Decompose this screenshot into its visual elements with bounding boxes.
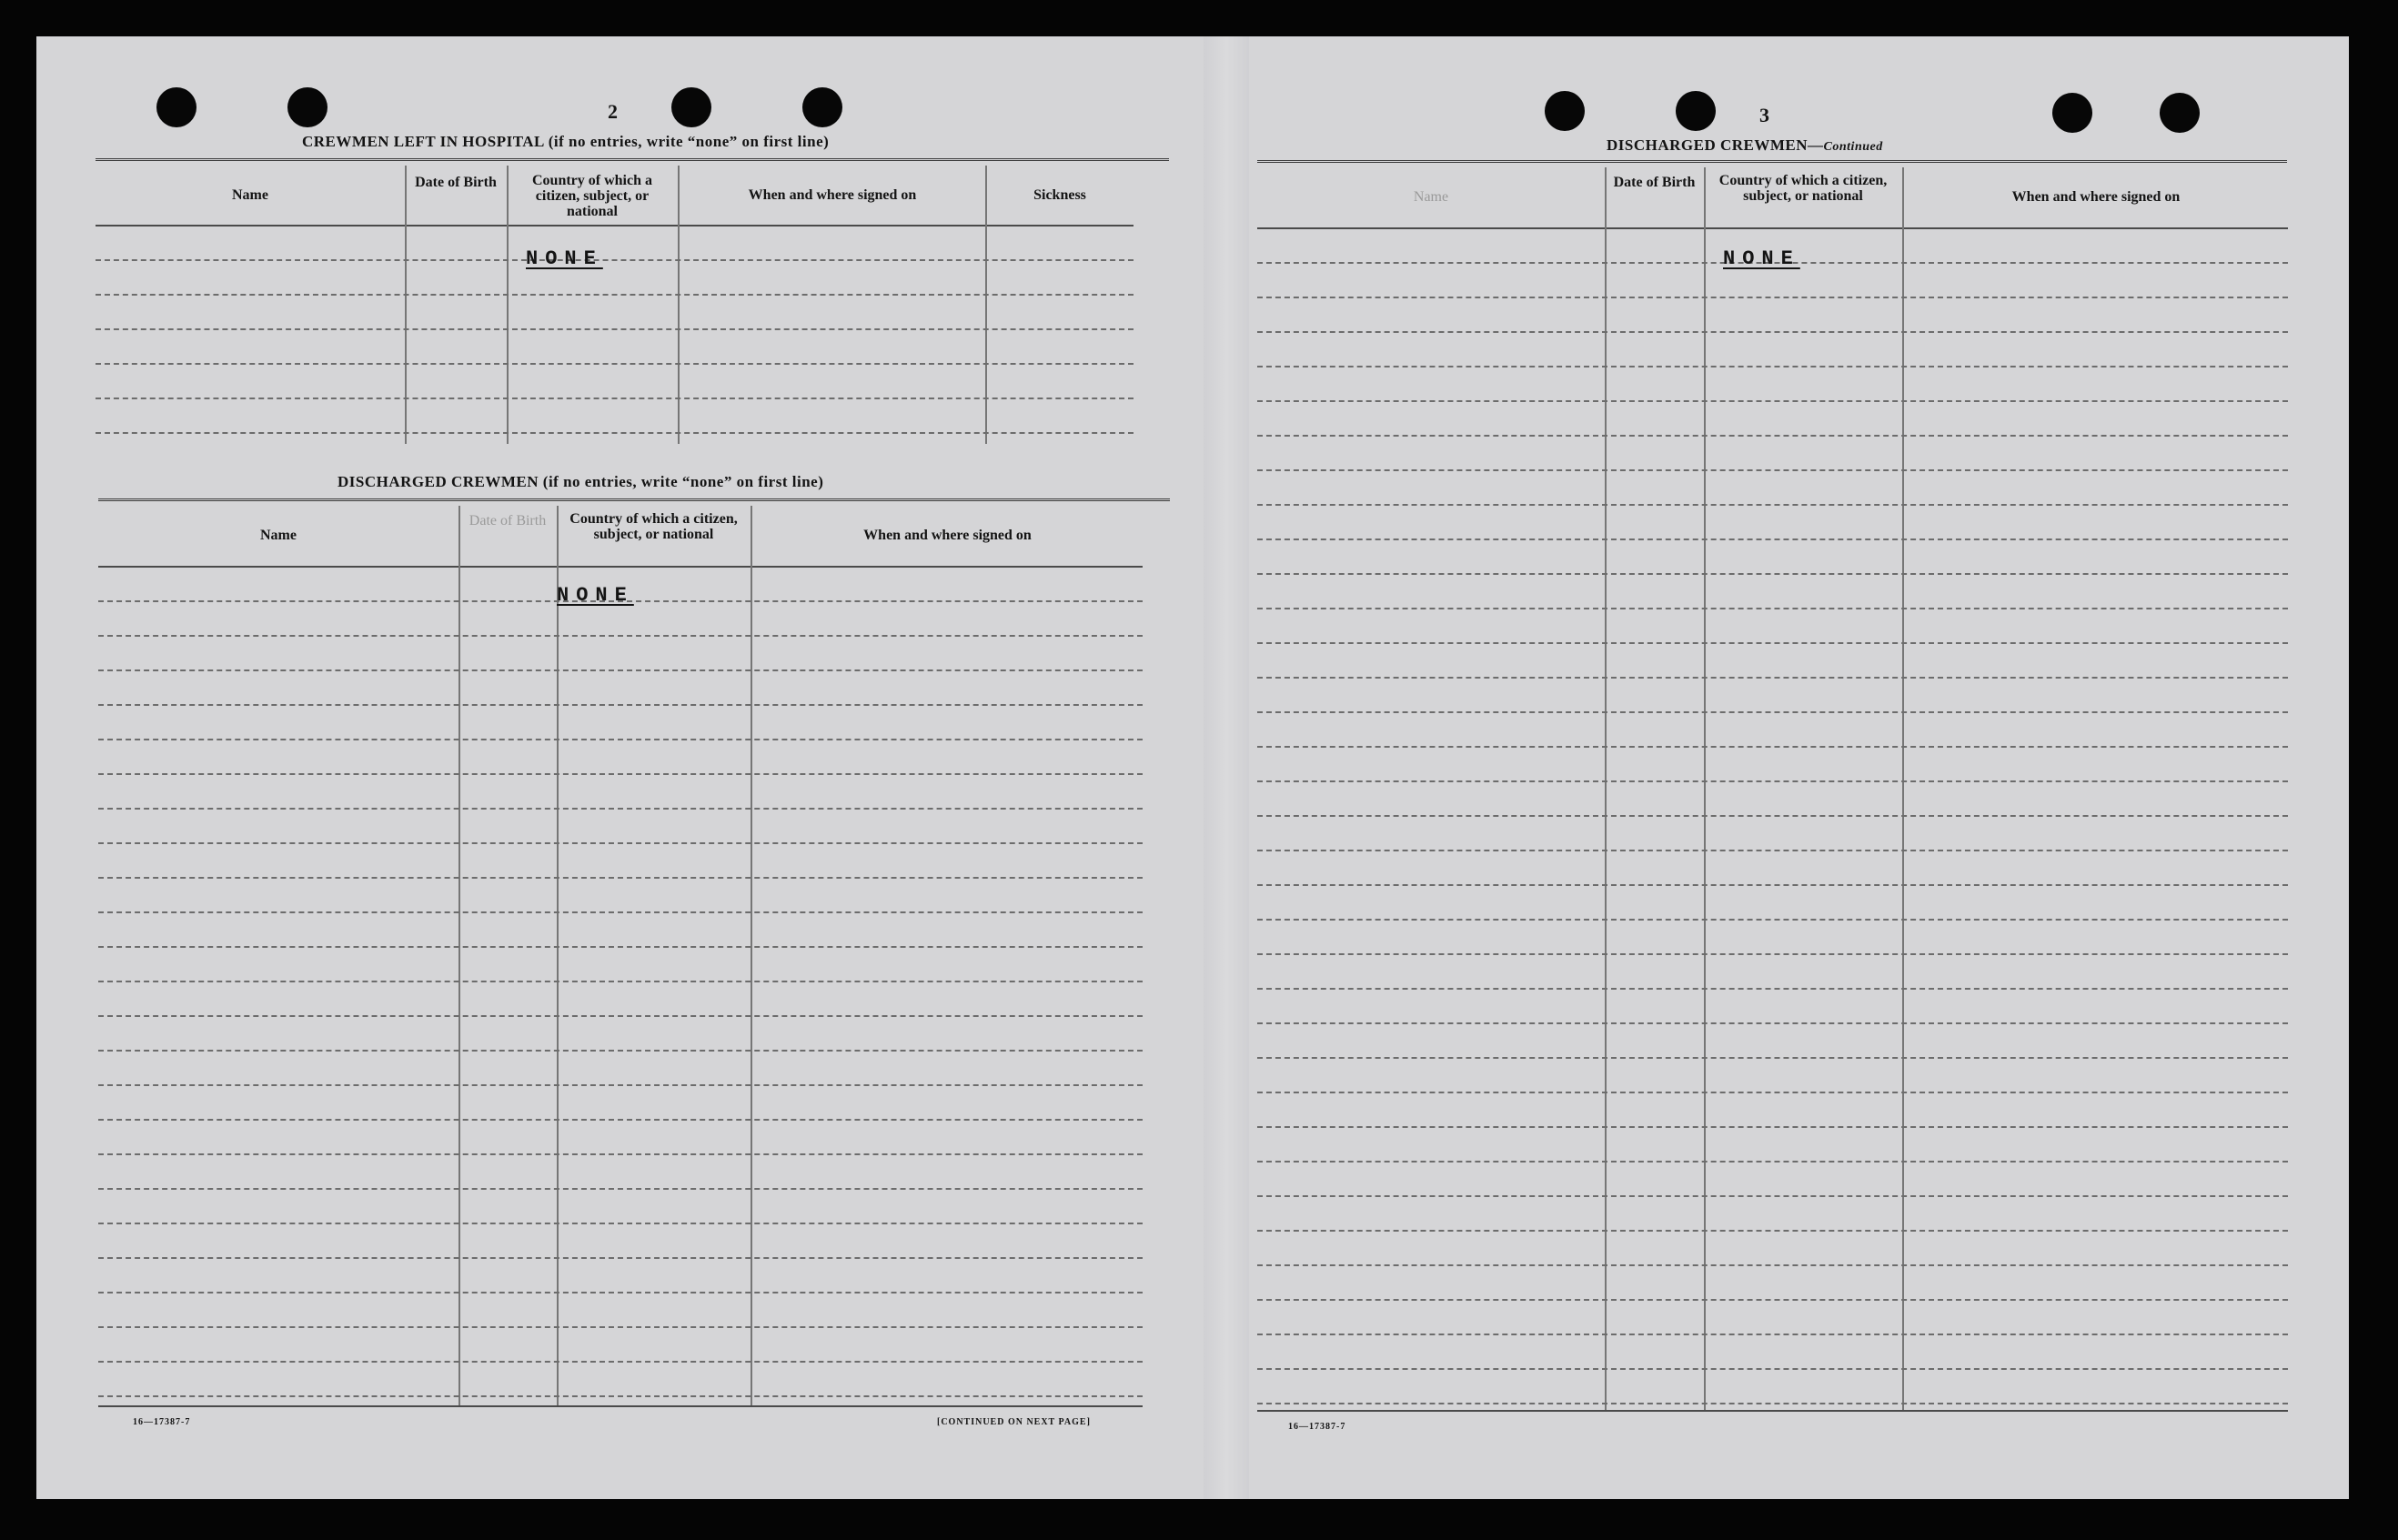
entry-line [1257, 1092, 2288, 1093]
entry-line [1257, 504, 2288, 506]
entry-line [1257, 780, 2288, 782]
column-divider [678, 166, 680, 444]
punch-hole [287, 87, 327, 127]
entry-line [1257, 850, 2288, 851]
entry-line [1257, 1299, 2288, 1301]
column-header-country: Country of which a citizen, subject, or national [531, 173, 652, 219]
entry-line [96, 432, 1134, 434]
entry-line [1257, 988, 2288, 990]
punch-hole [156, 87, 196, 127]
table-top-rule [1257, 160, 2287, 166]
column-divider [458, 506, 460, 1405]
entry-line [98, 1119, 1143, 1121]
typed-entry-none: NONE [557, 584, 634, 607]
entry-line [98, 1257, 1143, 1259]
entry-line [98, 1050, 1143, 1052]
entry-line [96, 363, 1134, 365]
entry-line [1257, 1368, 2288, 1370]
entry-line [1257, 538, 2288, 540]
entry-line [96, 398, 1134, 399]
column-header-name: Name [260, 528, 297, 543]
header-rule [98, 566, 1143, 568]
column-divider [1704, 167, 1706, 1410]
column-header-name: Name [1413, 189, 1449, 205]
entry-line [1257, 1126, 2288, 1128]
section-instruction: (if no entries, write “none” on first line) [542, 473, 824, 490]
entry-line [98, 704, 1143, 706]
column-header-date-of-birth: Date of Birth [415, 175, 497, 190]
entry-line [1257, 677, 2288, 679]
punch-hole [1545, 91, 1585, 131]
entry-line [1257, 366, 2288, 367]
entry-line [1257, 573, 2288, 575]
section-title-text: DISCHARGED CREWMEN— [1607, 136, 1824, 154]
column-divider [985, 166, 987, 444]
column-header-country: Country of which a citizen, subject, or national [1718, 173, 1888, 204]
entry-line [1257, 1334, 2288, 1335]
section-title-text: CREWMEN LEFT IN HOSPITAL [302, 133, 544, 150]
entry-line [1257, 1022, 2288, 1024]
header-rule [1257, 227, 2288, 229]
page-number: 2 [608, 100, 618, 123]
punch-hole [671, 87, 711, 127]
table-top-rule [96, 158, 1169, 164]
column-divider [405, 166, 407, 444]
column-header-country: Country of which a citizen, subject, or national [569, 511, 738, 542]
entry-line [98, 773, 1143, 775]
column-header-date-of-birth: Date of Birth [1613, 175, 1696, 190]
column-header-sickness: Sickness [1033, 187, 1086, 203]
punch-hole [1676, 91, 1716, 131]
entry-line [98, 808, 1143, 810]
entry-line [98, 981, 1143, 982]
entry-line [1257, 746, 2288, 748]
entry-line [96, 328, 1134, 330]
entry-line [1257, 469, 2288, 471]
entry-line [1257, 1230, 2288, 1232]
entry-line [1257, 297, 2288, 298]
punch-hole [2160, 93, 2200, 133]
entry-line [1257, 1264, 2288, 1266]
form-number: 16—17387-7 [133, 1417, 191, 1427]
column-divider [557, 506, 559, 1405]
column-header-name: Name [232, 187, 268, 203]
entry-line [98, 1015, 1143, 1017]
entry-line [1257, 608, 2288, 609]
entry-line [1257, 1195, 2288, 1197]
entry-line [1257, 884, 2288, 886]
document-sheet [36, 36, 2349, 1499]
column-header-date-of-birth: Date of Birth [469, 513, 547, 528]
column-divider [1605, 167, 1607, 1410]
section-instruction: (if no entries, write “none” on first line) [548, 133, 830, 150]
entry-line [1257, 1057, 2288, 1059]
typed-entry-none: NONE [1723, 247, 1800, 270]
punch-hole [2052, 93, 2092, 133]
entry-line [98, 1326, 1143, 1328]
entry-line [1257, 919, 2288, 921]
entry-line [98, 739, 1143, 740]
entry-line [96, 294, 1134, 296]
entry-line [98, 1188, 1143, 1190]
hospital-section-title [302, 133, 829, 151]
entry-line [1257, 953, 2288, 955]
entry-line [1257, 331, 2288, 333]
table-bottom-rule [98, 1405, 1143, 1407]
column-header-signed-on: When and where signed on [2011, 189, 2181, 205]
entry-line [98, 1223, 1143, 1224]
entry-line [1257, 711, 2288, 713]
table-bottom-rule [1257, 1410, 2288, 1412]
entry-line [98, 946, 1143, 948]
entry-line [98, 1153, 1143, 1155]
continued-note: [CONTINUED ON NEXT PAGE] [937, 1417, 1091, 1427]
entry-line [98, 842, 1143, 844]
discharged-section-title [338, 473, 823, 491]
entry-line [1257, 435, 2288, 437]
continued-label: Continued [1823, 140, 1883, 154]
entry-line [98, 1084, 1143, 1086]
entry-line [1257, 815, 2288, 817]
column-divider [751, 506, 752, 1405]
entry-line [98, 877, 1143, 879]
entry-line [98, 1395, 1143, 1397]
entry-line [1257, 400, 2288, 402]
entry-line [96, 259, 1134, 261]
discharged-continued-title [1607, 136, 1883, 155]
column-divider [1902, 167, 1904, 1410]
table-top-rule [98, 498, 1170, 504]
entry-line [98, 1292, 1143, 1293]
column-header-signed-on: When and where signed on [748, 187, 917, 203]
entry-line [1257, 1403, 2288, 1404]
entry-line [98, 911, 1143, 913]
form-number: 16—17387-7 [1288, 1422, 1346, 1432]
section-title-text: DISCHARGED CREWMEN [338, 473, 539, 490]
page-number: 3 [1759, 104, 1769, 126]
header-rule [96, 225, 1134, 226]
punch-hole [802, 87, 842, 127]
entry-line [1257, 1161, 2288, 1163]
entry-line [1257, 642, 2288, 644]
entry-line [98, 635, 1143, 637]
typed-entry-none: NONE [526, 247, 603, 270]
column-header-signed-on: When and where signed on [863, 528, 1032, 543]
entry-line [98, 669, 1143, 671]
entry-line [98, 1361, 1143, 1363]
center-fold [1204, 36, 1249, 1499]
